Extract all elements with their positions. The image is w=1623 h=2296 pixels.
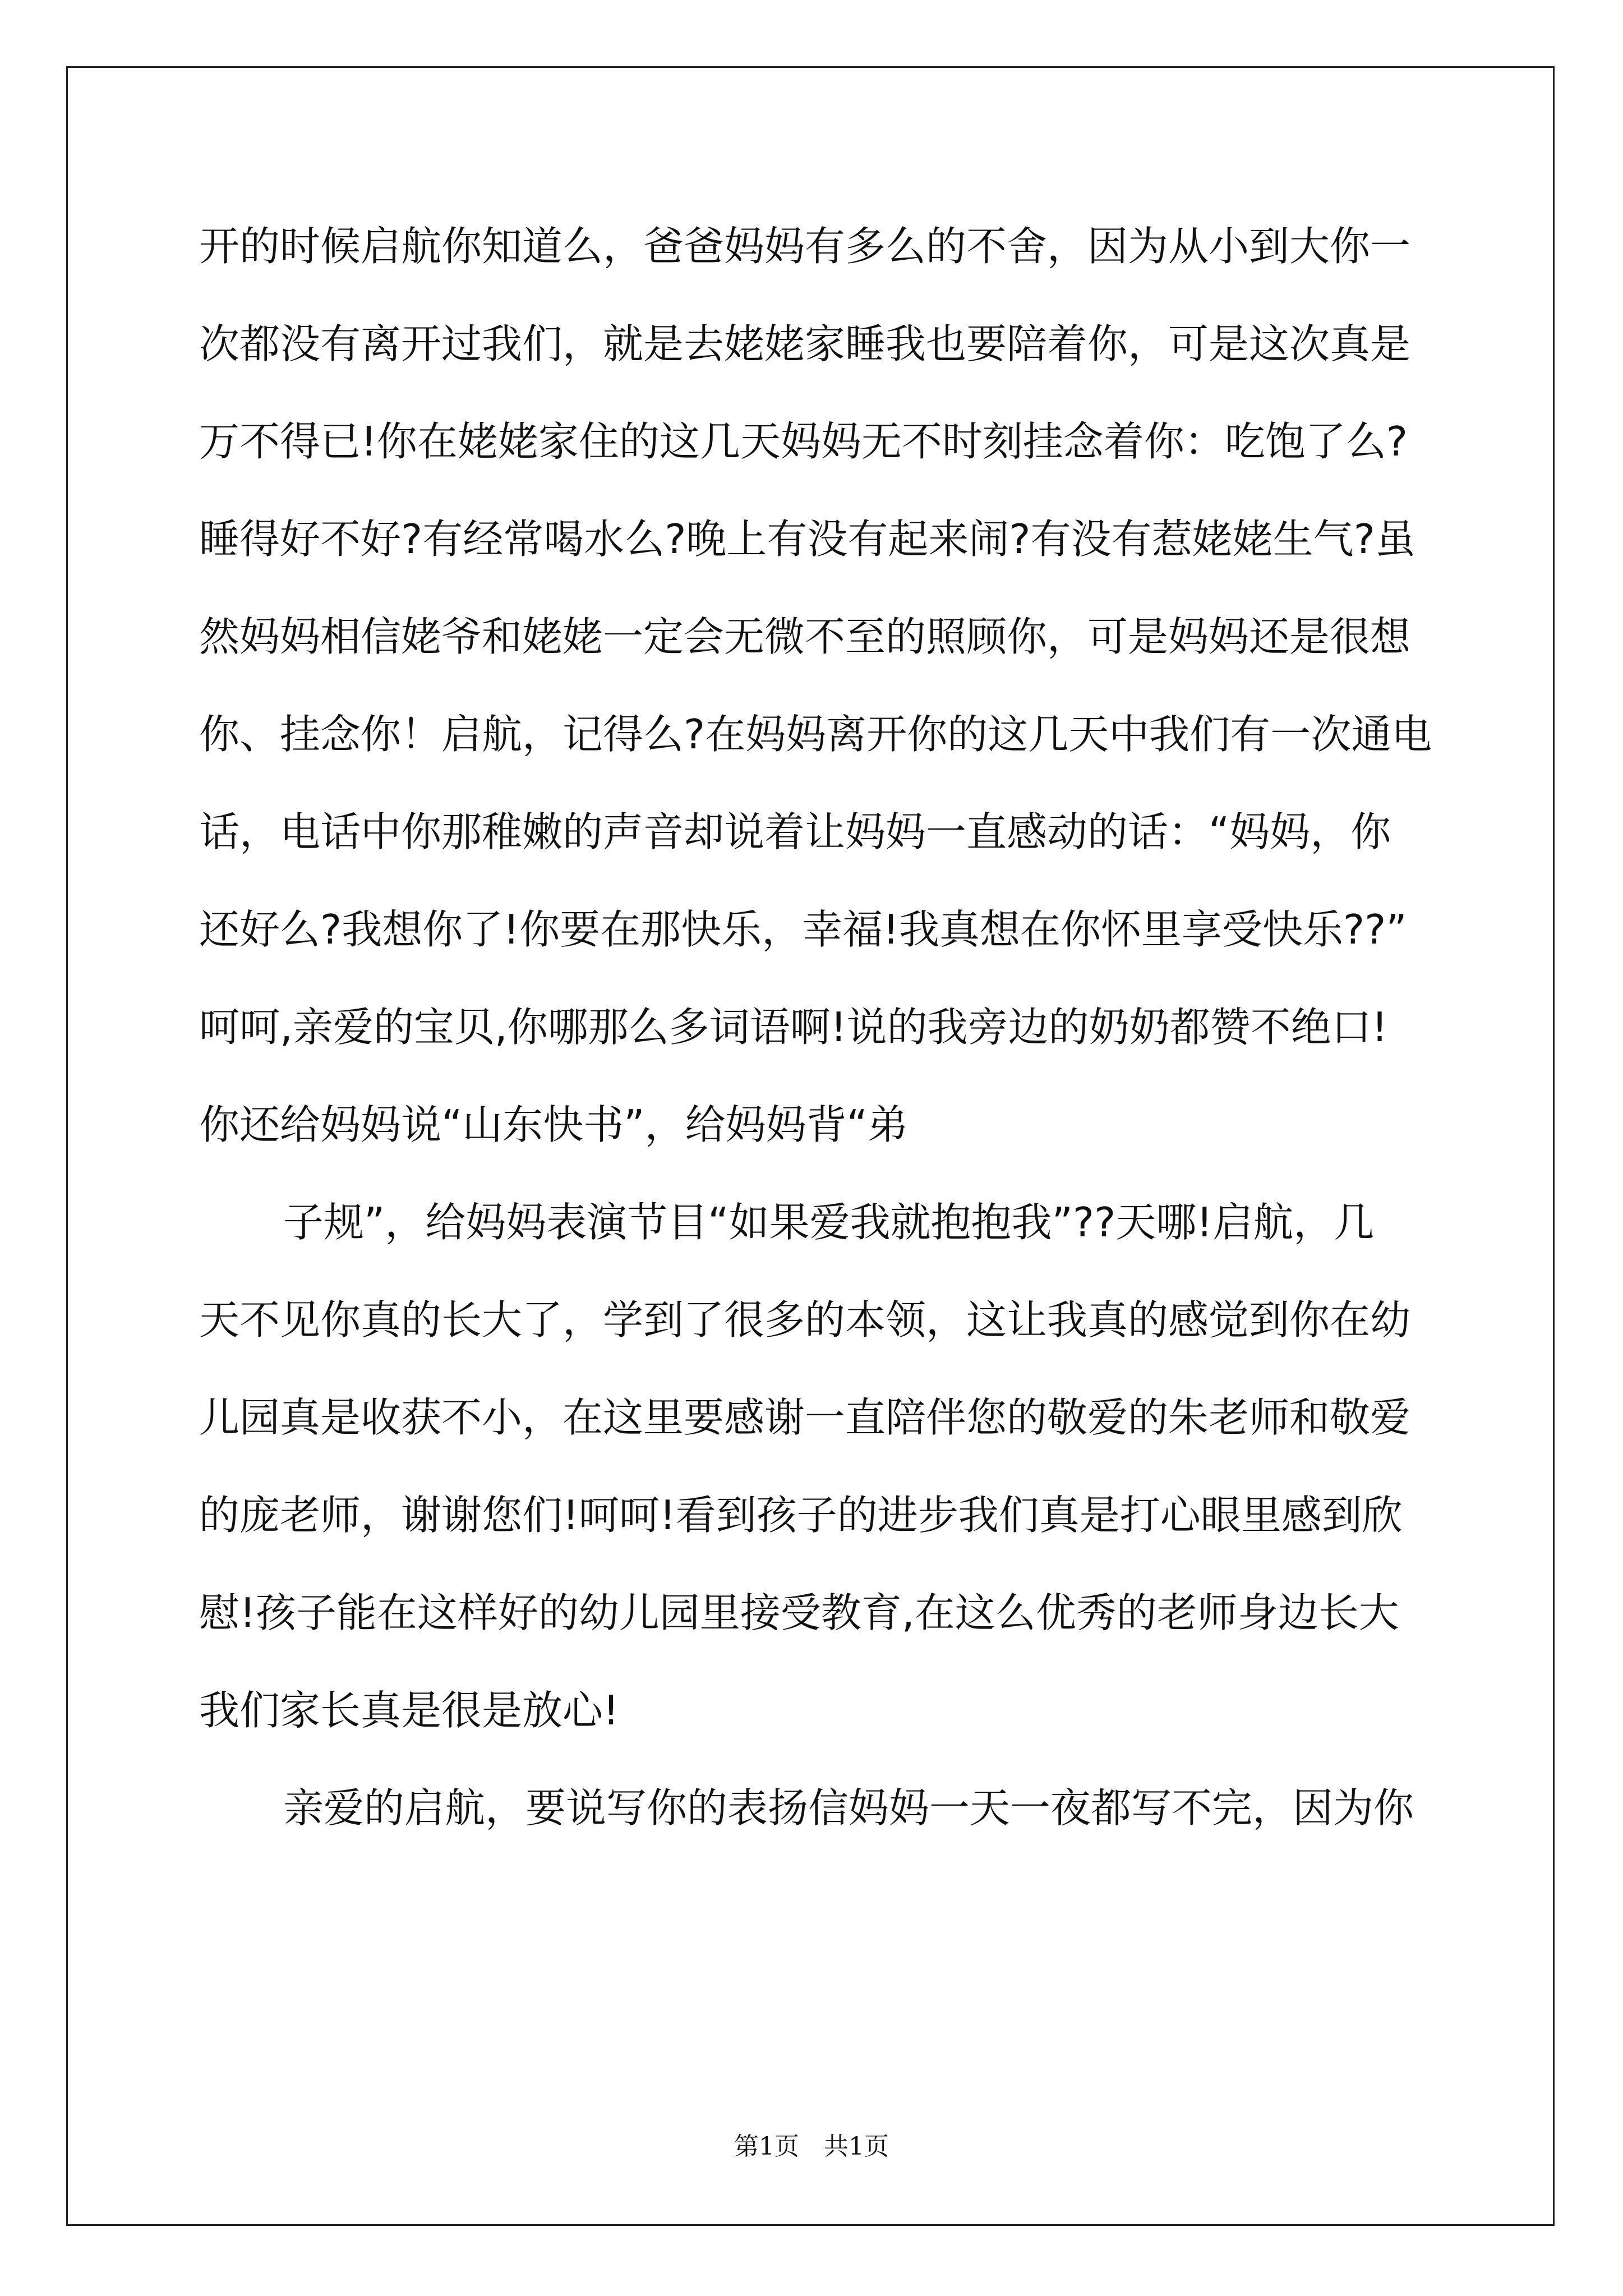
document-body [199,197,1433,1857]
text-line: 开的时候启航你知道么，爸爸妈妈有多么的不舍，因为从小到大你一 [199,223,1411,270]
text-line: 次都没有离开过我们，就是去姥姥家睡我也要陪着你，可是这次真是 [199,320,1411,367]
text-line: 你、挂念你！启航，记得么?在妈妈离开你的这几天中我们有一次通电 [199,711,1432,758]
text-line: 我们家长真是很是放心! [199,1687,619,1734]
text-line: 呵呵,亲爱的宝贝,你哪那么多词语啊!说的我旁边的奶奶都赞不绝口! [199,1004,1388,1051]
text-line: 还好么?我想你了!你要在那快乐，幸福!我真想在你怀里享受快乐??” [199,906,1407,953]
text-line: 你还给妈妈说“山东快书”，给妈妈背“弟 [199,1101,908,1148]
text-line: 天不见你真的长大了，学到了很多的本领，这让我真的感觉到你在幼 [199,1296,1411,1343]
text-line: 万不得已!你在姥姥家住的这几天妈妈无不时刻挂念着你：吃饱了么? [199,418,1408,465]
text-line: 慰!孩子能在这样好的幼儿园里接受教育,在这么优秀的老师身边长大 [199,1589,1399,1636]
text-line: 的庞老师，谢谢您们!呵呵!看到孩子的进步我们真是打心眼里感到欣 [199,1492,1403,1539]
text-line: 睡得好不好?有经常喝水么?晚上有没有起来闹?有没有惹姥姥生气?虽 [199,516,1415,563]
text-line: 话，电话中你那稚嫩的声音却说着让妈妈一直感动的话：“妈妈，你 [199,808,1391,855]
text-line: 儿园真是收获不小，在这里要感谢一直陪伴您的敬爱的朱老师和敬爱 [199,1394,1411,1441]
text-line: 然妈妈相信姥爷和姥姥一定会无微不至的照顾你，可是妈妈还是很想 [199,613,1411,660]
page-number-label: 第1页 共1页 [734,2132,889,2161]
page-footer [0,2126,1623,2162]
text-line: 子规”，给妈妈表演节目“如果爱我就抱抱我”??天哪!启航，几 [283,1199,1375,1246]
text-line: 亲爱的启航，要说写你的表扬信妈妈一天一夜都写不完，因为你 [283,1784,1414,1832]
